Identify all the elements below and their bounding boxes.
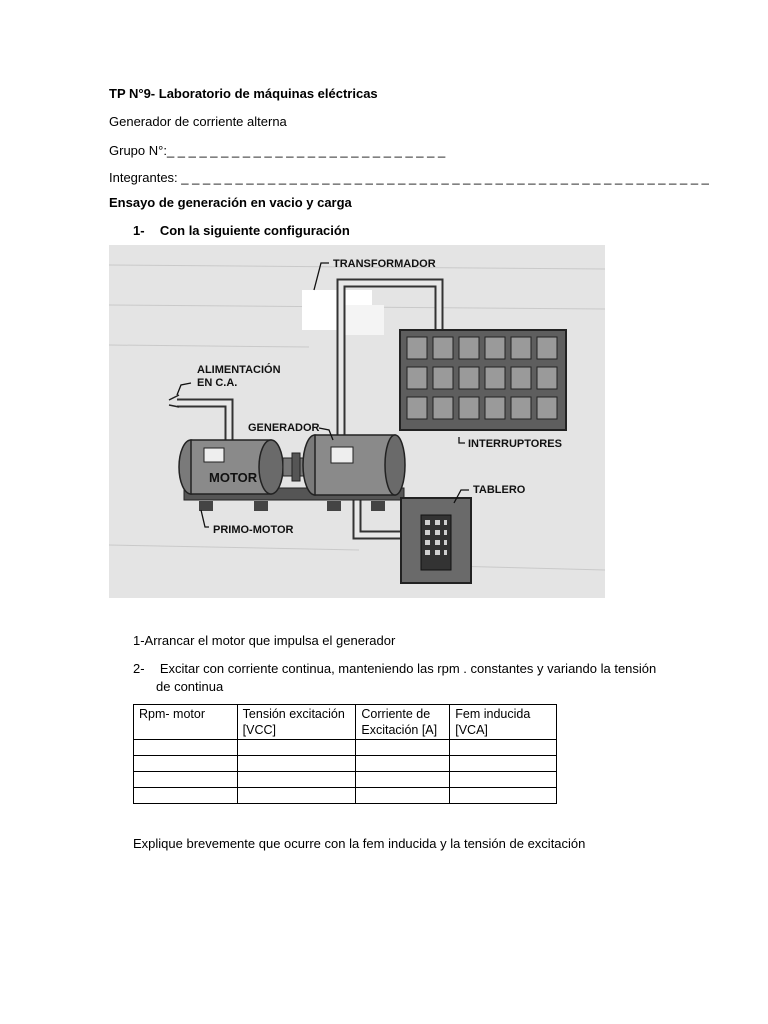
step-2-line-1: Excitar con corriente continua, manteniendo las rpm . constantes y variando la tensión [159,661,657,676]
table-cell[interactable] [134,788,238,804]
table-cell[interactable] [134,740,238,756]
table-cell[interactable] [134,772,238,788]
label-motor: MOTOR [209,470,258,485]
lab-setup-figure [109,245,605,598]
table-row [134,788,557,804]
table-header-row [134,705,557,740]
table-row [134,756,557,772]
results-table [133,704,557,804]
step-1: 1-Arrancar el motor que impulsa el generador [133,633,396,648]
table-cell[interactable] [450,788,557,804]
header-fem-inducida: Fem inducida [VCA] [450,705,557,740]
grupo-field[interactable]: Grupo N°:_ _ _ _ _ _ _ _ _ _ _ _ _ _ _ _ _ _ _ _ _ _ _ _ _ _ [109,143,446,158]
label-primo-motor: PRIMO-MOTOR [213,524,294,536]
label-transformador: TRANSFORMADOR [333,258,436,270]
label-alimentacion-2: EN C.A. [197,377,238,389]
interruptores-panel [400,330,566,430]
table-cell[interactable] [356,740,450,756]
table-row [134,772,557,788]
table-cell[interactable] [450,772,557,788]
label-alimentacion-1: ALIMENTACIÓN [197,364,281,376]
page-title: TP N°9- Laboratorio de máquinas eléctricas [109,86,378,101]
label-interruptores: INTERRUPTORES [468,438,562,450]
integrantes-field[interactable]: Integrantes: _ _ _ _ _ _ _ _ _ _ _ _ _ _ _ _ _ _ _ _ _ _ _ _ _ _ _ _ _ _ _ _ _ _ _ _ _ _ _ _ _ _ _ _ _ _ _ _ _ [109,170,709,185]
table-cell[interactable] [356,756,450,772]
step-2-line-2: de continua [156,679,224,694]
table-cell[interactable] [450,756,557,772]
header-tension-excitacion: Tensión excitación [VCC] [237,705,356,740]
item-1 [133,223,350,239]
lab-setup-diagram [109,245,605,598]
table-cell[interactable] [237,788,356,804]
table-cell[interactable] [237,740,356,756]
table-row [134,740,557,756]
step-2 [133,661,656,677]
table-cell[interactable] [356,772,450,788]
table-cell[interactable] [134,756,238,772]
item-1-number: 1- [133,223,145,238]
table-cell[interactable] [356,788,450,804]
label-generador: GENERADOR [248,422,320,434]
step-2-number: 2- [133,661,145,676]
tablero-panel [401,498,471,583]
subtitle: Generador de corriente alterna [109,114,287,129]
question-text: Explique brevemente que ocurre con la fem inducida y la tensión de excitación [133,836,586,851]
label-tablero: TABLERO [473,484,526,496]
header-rpm-motor: Rpm- motor [134,705,238,740]
section-heading: Ensayo de generación en vacio y carga [109,195,352,210]
table-cell[interactable] [237,756,356,772]
table-cell[interactable] [450,740,557,756]
header-corriente-excitacion: Corriente de Excitación [A] [356,705,450,740]
table-cell[interactable] [237,772,356,788]
item-1-text: Con la siguiente configuración [159,223,350,238]
